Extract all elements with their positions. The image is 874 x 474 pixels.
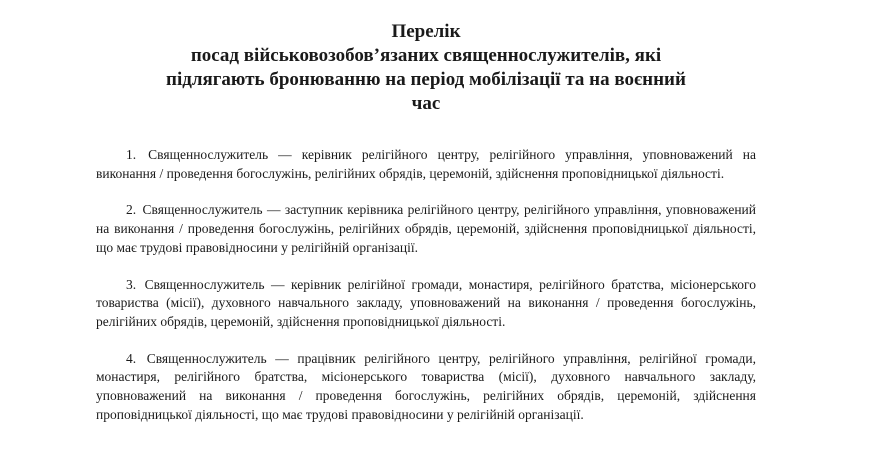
list-item xyxy=(96,201,756,257)
document xyxy=(96,0,756,442)
title-line-2: посад військовозобов’язаних священнослужителів, які xyxy=(190,45,662,66)
list-item-text: Священнослужитель — керівник релігійного центру, релігійного управління, уповноважений на виконання / проведення богослужінь, релігійних обрядів, церемоній, здійснення проповідницької діяльності. xyxy=(96,147,757,181)
list-item-number: 4. xyxy=(126,350,137,366)
list-item-number: 3. xyxy=(126,276,137,292)
position-list xyxy=(96,146,756,424)
list-item-number: 1. xyxy=(126,147,137,162)
list-item xyxy=(96,146,756,183)
list-item-text: Священнослужитель — заступник керівника релігійного центру, релігійного управління, уповноважений на виконання / проведення богослужінь, релігійних обрядів, церемоній, здійснення проповідницької діяльності, що має трудові правовідносини у релігійній організації. xyxy=(96,202,756,255)
list-item xyxy=(96,350,756,425)
title-line-3: підлягають бронюванню на період мобілізації та на воєнний xyxy=(166,69,686,90)
title-line-1: Перелік xyxy=(391,21,461,42)
title-line-4: час xyxy=(411,93,441,114)
list-item xyxy=(96,276,756,332)
list-item-number: 2. xyxy=(126,202,137,218)
list-item-text: Священнослужитель — працівник релігійного центру, релігійного управління, релігійної громади, монастиря, релігійного братства, місіонерського товариства (місії), духовного навчального закладу, уповноважений на виконання / проведення богослужінь, релігійних обрядів, церемоній, здійснення проповідницької діяльності, що має трудові правовідносини у релігійній організації. xyxy=(96,350,757,422)
document-title xyxy=(96,20,756,116)
list-item-text: Священнослужитель — керівник релігійної громади, монастиря, релігійного братства, місіонерського товариства (місії), духовного навчального закладу, уповноважений на виконання / проведення богослужінь, релігійних обрядів, церемоній, здійснення проповідницької діяльності. xyxy=(96,276,756,329)
